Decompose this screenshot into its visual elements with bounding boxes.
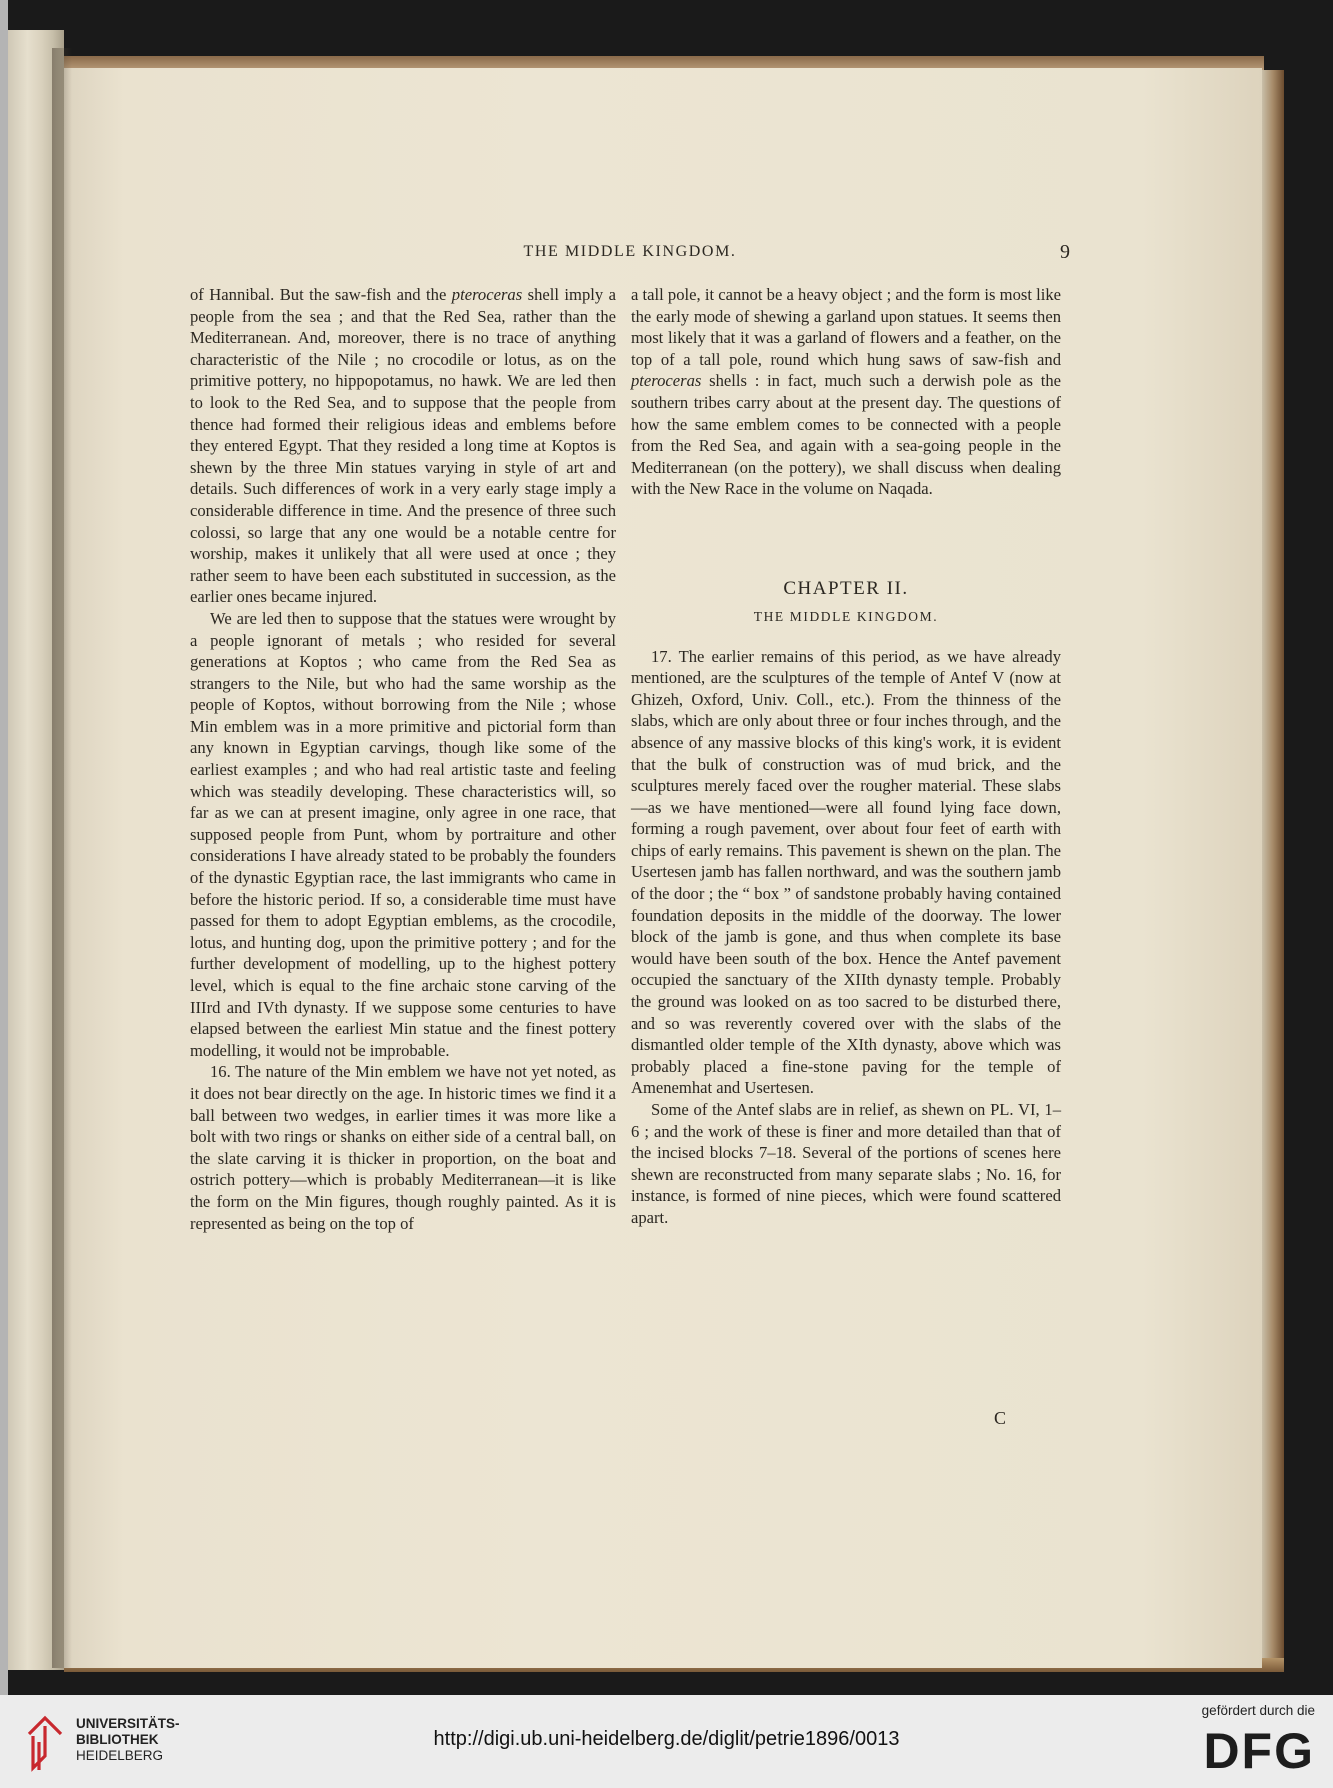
document-url-link[interactable]: http://digi.ub.uni-heidelberg.de/diglit/petrie1896/0013 <box>433 1728 900 1750</box>
chapter-subheading: THE MIDDLE KINGDOM. <box>753 608 939 624</box>
spine-shadow <box>52 48 72 1668</box>
chapter-heading: CHAPTER II. <box>783 577 909 599</box>
paragraph: We are led then to suppose that the statues were wrought by a people ignorant of metals ; who resided for several generations at Koptos ; who came from the Red Sea as strangers to the Nile, but who had the same worship as the people of Koptos, without borrowing from the Nile ; whose Min emblem was in a more primitive and pictorial form than any known in Egyptian carvings, though like some of the earliest examples ; and who had real artistic taste and feeling which was steadily developing. These characteristics will, so far as we can at present imagine, only agree in one race, that supposed people from Punt, whom by portraiture and other considerations I have already stated to be probably the founders of the dynastic Egyptian race, the last immigrants who came in before the historic period. If so, a considerable time must have passed for them to adopt Egyptian emblems, as the crocodile, lotus, and hunting dog, upon the primitive pottery ; and for the further development of modelling, up to the highest pottery level, which is equal to the fine archaic stone carving of the IIIrd and IVth dynasty. If we suppose some centuries to have elapsed between the earliest Min statue and the finest pottery modelling, it would not be improbable. <box>190 608 616 1060</box>
left-column <box>190 284 616 1234</box>
scan-margin <box>0 0 8 1695</box>
italic-term: pteroceras <box>631 371 702 391</box>
paragraph: Some of the Antef slabs are in relief, as shewn on PL. VI, 1–6 ; and the work of these is finer and more detailed than that of the incised blocks 7–18. Several of the portions of scenes here shewn are reconstructed from many separate slabs ; No. 16, for instance, is formed of nine pieces, which were found scattered apart. <box>631 1100 1061 1227</box>
paragraph: a tall pole, it cannot be a heavy object ; and the form is most like the early mode of shewing a garland upon statues. It seems then most likely that it was a garland of flowers and a feather, on the top of a tall pole, round which hung saws of saw-fish and pteroceras shells : in fact, much such a derwish pole as the southern tribes carry about at the present day. The questions of how the same emblem comes to be connected with a people from the Red Sea, and again with a sea-going people in the Mediterranean (on the pottery), we shall discuss when dealing with the New Race in the volume on Naqada. <box>631 285 1061 499</box>
paragraph: of Hannibal. But the saw-fish and the pteroceras shell imply a people from the sea ; and that the Red Sea, rather than the Mediterranean. And, moreover, there is no trace of anything characteristic of the Nile ; no crocodile or lotus, as on the primitive pottery, no hippopotamus, no hawk. We are led then to look to the Red Sea, and to suppose that the people from thence had formed their religious ideas and emblems before they entered Egypt. That they resided a long time at Koptos is shewn by the three Min statues varying in style of art and details. Such differences of work in a very early stage imply a considerable difference in time. And the presence of three such colossi, so large that any one would be a notable centre for worship, makes it unlikely that all were used at once ; they rather seem to have been each substituted in succession, as the earlier ones became injured. <box>190 285 616 607</box>
running-title: THE MIDDLE KINGDOM. <box>523 243 737 260</box>
page-number: 9 <box>1060 241 1070 263</box>
book-cover-edge <box>1262 70 1284 1670</box>
italic-term: pteroceras <box>451 285 523 304</box>
right-column <box>631 284 1061 1229</box>
signature-mark: C <box>994 1408 1007 1428</box>
paragraph-section-16: 16. The nature of the Min emblem we have not yet noted, as it does not bear directly on the age. In historic times we find it a ball between two wedges, in earlier times it was more like a bolt with two rings or shanks on either side of a central ball, on the slate carving it is thicker in proportion, on the boat and ostrich pottery—which is probably Mediterranean—it is like the form on the Min figures, though roughly painted. As it is represented as being on the top of <box>190 1062 616 1233</box>
library-name[interactable]: UNIVERSITÄTS- BIBLIOTHEK HEIDELBERG <box>76 1716 180 1763</box>
dfg-logo[interactable]: DFG <box>1203 1723 1315 1779</box>
funding-label: gefördert durch die <box>1201 1703 1315 1718</box>
running-head <box>190 243 1070 267</box>
paragraph-section-17: 17. The earlier remains of this period, as we have already mentioned, are the sculptures of the temple of Antef V (now at Ghizeh, Oxford, Univ. Coll., etc.). From the thinness of the slabs, which are only about three or four inches through, and the absence of any massive blocks of this king's work, it is evident that the bulk of construction was of mud brick, and the sculptures merely faced over the rougher material. These slabs—as we have mentioned—were all found lying face down, forming a rough pavement, over about four feet of earth with chips of early remains. This pavement is shewn on the plan. The Usertesen jamb has fallen northward, and was the southern jamb of the door ; the “ box ” of sandstone probably having contained foundation deposits in the middle of the doorway. The lower block of the jamb is gone, and thus when complete its base would have been south of the box. Hence the Antef pavement occupied the sanctuary of the XIIth dynasty temple. Probably the ground was looked on as too sacred to be disturbed there, and so was reverently covered over with the slabs of the dismantled older temple of the XIth dynasty, above which was probably placed a fine-stone paving for the temple of Amenemhat and Usertesen. <box>631 646 1061 1098</box>
